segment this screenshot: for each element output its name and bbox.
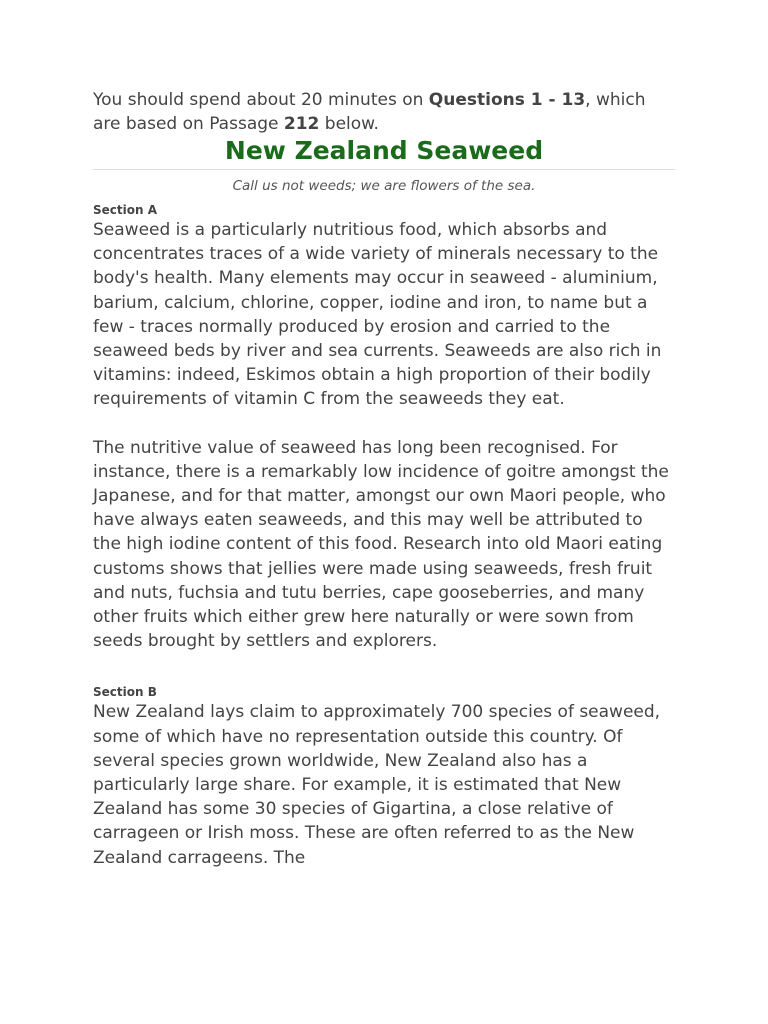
section-a-paragraph-1: Seaweed is a particularly nutritious food, which absorbs and concentrates traces of a wide variety of minerals necessary to the body's health. Many elements may occur in seaweed - aluminium, barium, calcium, chlorine, copper, iodine and iron, to name but a few - traces normally produced by erosion and carried to the seaweed beds by river and sea currents. Seaweeds are also rich in vitamins: indeed, Eskimos obtain a high proportion of their bodily requirements of vitamin C from the seaweeds they eat.: [93, 220, 662, 410]
section-a-label: Section A: [93, 203, 157, 217]
epigraph: Call us not weeds; we are flowers of the sea.: [232, 178, 536, 194]
instructions-middle: , which are based on Passage: [93, 90, 646, 134]
instructions-prefix: You should spend about 20 minutes on: [93, 90, 429, 110]
instructions-suffix: below.: [319, 114, 379, 134]
section-b-label: Section B: [93, 685, 157, 700]
paragraph-spacer: [93, 412, 675, 436]
section-a-paragraph-2: The nutritive value of seaweed has long been recognised. For instance, there is a remarkably low incidence of goitre amongst the Japanese, and for that matter, amongst our own Maori people, who have always eaten seaweeds, and this may well be attributed to the high iodine content of this food. Research into old Maori eating customs shows that jellies were made using seaweeds, fresh fruit and nuts, fuchsia and tutu berries, cape gooseberries, and many other fruits which either grew here naturally or were sown from seeds brought by settlers and explorers.: [93, 437, 669, 652]
passage-page: [93, 88, 675, 870]
questions-range: Questions 1 - 13: [428, 90, 586, 110]
section-b-paragraph-1: New Zealand lays claim to approximately 700 species of seaweed, some of which have no representation outside this country. Of several species grown worldwide, New Zealand also has a particularly large share. For example, it is estimated that New Zealand has some 30 species of Gigartina, a close relative of carrageen or Irish moss. These are often referred to as the New Zealand carrageens. The: [93, 702, 661, 868]
instructions: [93, 88, 675, 136]
section-spacer: [93, 653, 675, 685]
passage-number: 212: [283, 114, 320, 134]
passage-title: New Zealand Seaweed: [93, 136, 675, 170]
